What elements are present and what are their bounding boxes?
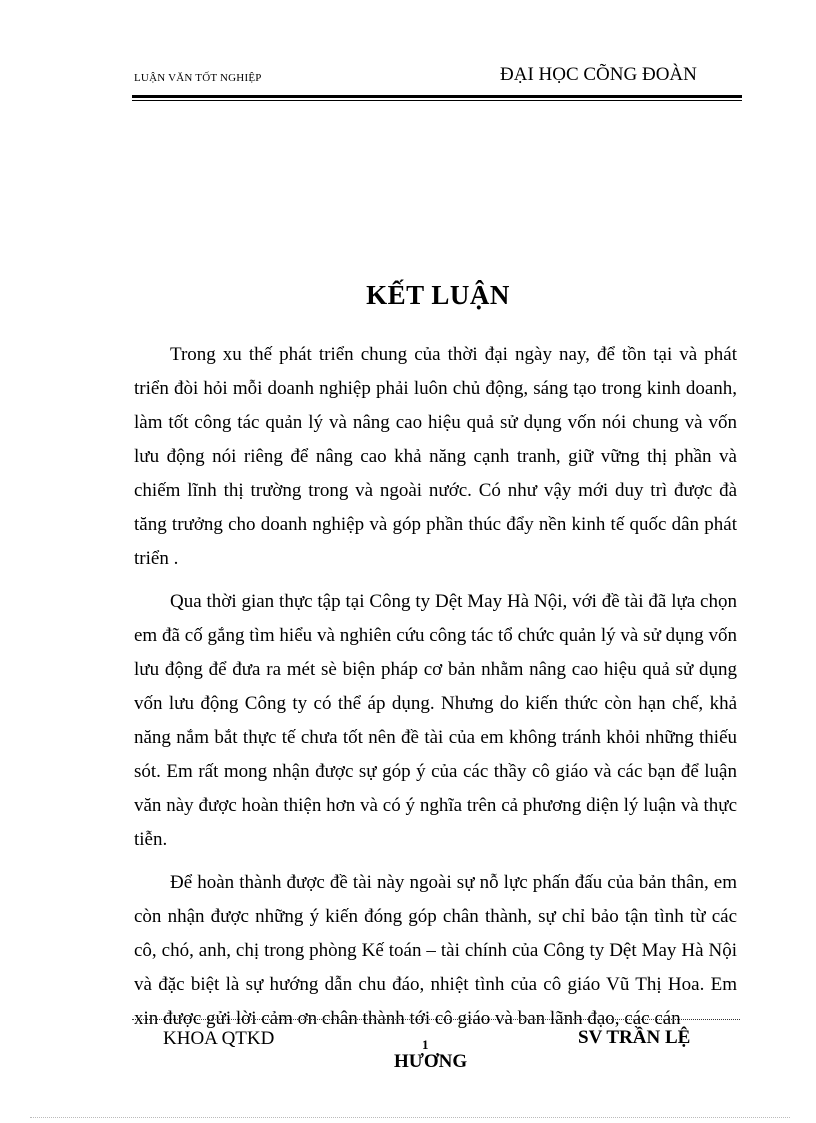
body-text — [134, 338, 737, 1045]
header-thesis-label: LUẬN VĂN TỐT NGHIỆP — [134, 72, 262, 84]
footer-faculty: KHOA QTKD — [163, 1028, 275, 1049]
paragraph-1: Trong xu thế phát triển chung của thời đại ngày nay, để tồn tại và phát triển đòi hỏi mỗi doanh nghiệp phải luôn chủ động, sáng tạo trong kinh doanh, làm tốt công tác quản lý và nâng cao hiệu quả sử dụng vốn nói chung và vốn lưu động nói riêng để nâng cao khả năng cạnh tranh, giữ vững thị phần và chiếm lĩnh thị trường trong và ngoài nước. Có như vậy mới duy trì được đà tăng trưởng cho doanh nghiệp và góp phần thúc đẩy nền kinh tế quốc dân phát triển . — [134, 344, 737, 569]
footer-student-name-continued: HƯƠNG — [394, 1051, 468, 1072]
header-divider-thick — [132, 95, 742, 98]
footer-divider — [132, 1019, 740, 1020]
page-bottom-edge — [30, 1117, 790, 1118]
paragraph-3: Để hoàn thành được đề tài này ngoài sự nỗ lực phấn đấu của bản thân, em còn nhận được những ý kiến đóng góp chân thành, sự chỉ bảo tận tình từ các cô, chó, anh, chị trong phòng Kế toán – tài chính của Công ty Dệt May Hà Nội và đặc biệt là sự hướng dẫn chu đáo, nhiệt tình của cô giáo Vũ Thị Hoa. Em xin được gửi lời cảm ơn chân thành tới cô giáo và ban lãnh đạo, các cán — [134, 872, 737, 1029]
header-divider-thin — [132, 100, 742, 101]
paragraph-2: Qua thời gian thực tập tại Công ty Dệt May Hà Nội, với đề tài đã lựa chọn em đã cố gắng tìm hiểu và nghiên cứu công tác tổ chức quản lý và sử dụng vốn lưu động để đưa ra mét sè biện pháp cơ bản nhằm nâng cao hiệu quả sử dụng vốn lưu động Công ty có thể áp dụng. Nhưng do kiến thức còn hạn chế, khả năng nắm bắt thực tế chưa tốt nên đề tài của em không tránh khỏi những thiếu sót. Em rất mong nhận được sự góp ý của các thầy cô giáo và các bạn để luận văn này được hoàn thiện hơn và có ý nghĩa trên cả phương diện lý luận và thực tiễn. — [134, 591, 737, 850]
page-number: 1 — [422, 1037, 429, 1052]
header-university-name: ĐẠI HỌC CÕNG ĐOÀN — [500, 64, 697, 85]
page-title: KẾT LUẬN — [366, 280, 510, 310]
footer-student-name: SV TRẦN LỆ — [578, 1027, 691, 1048]
